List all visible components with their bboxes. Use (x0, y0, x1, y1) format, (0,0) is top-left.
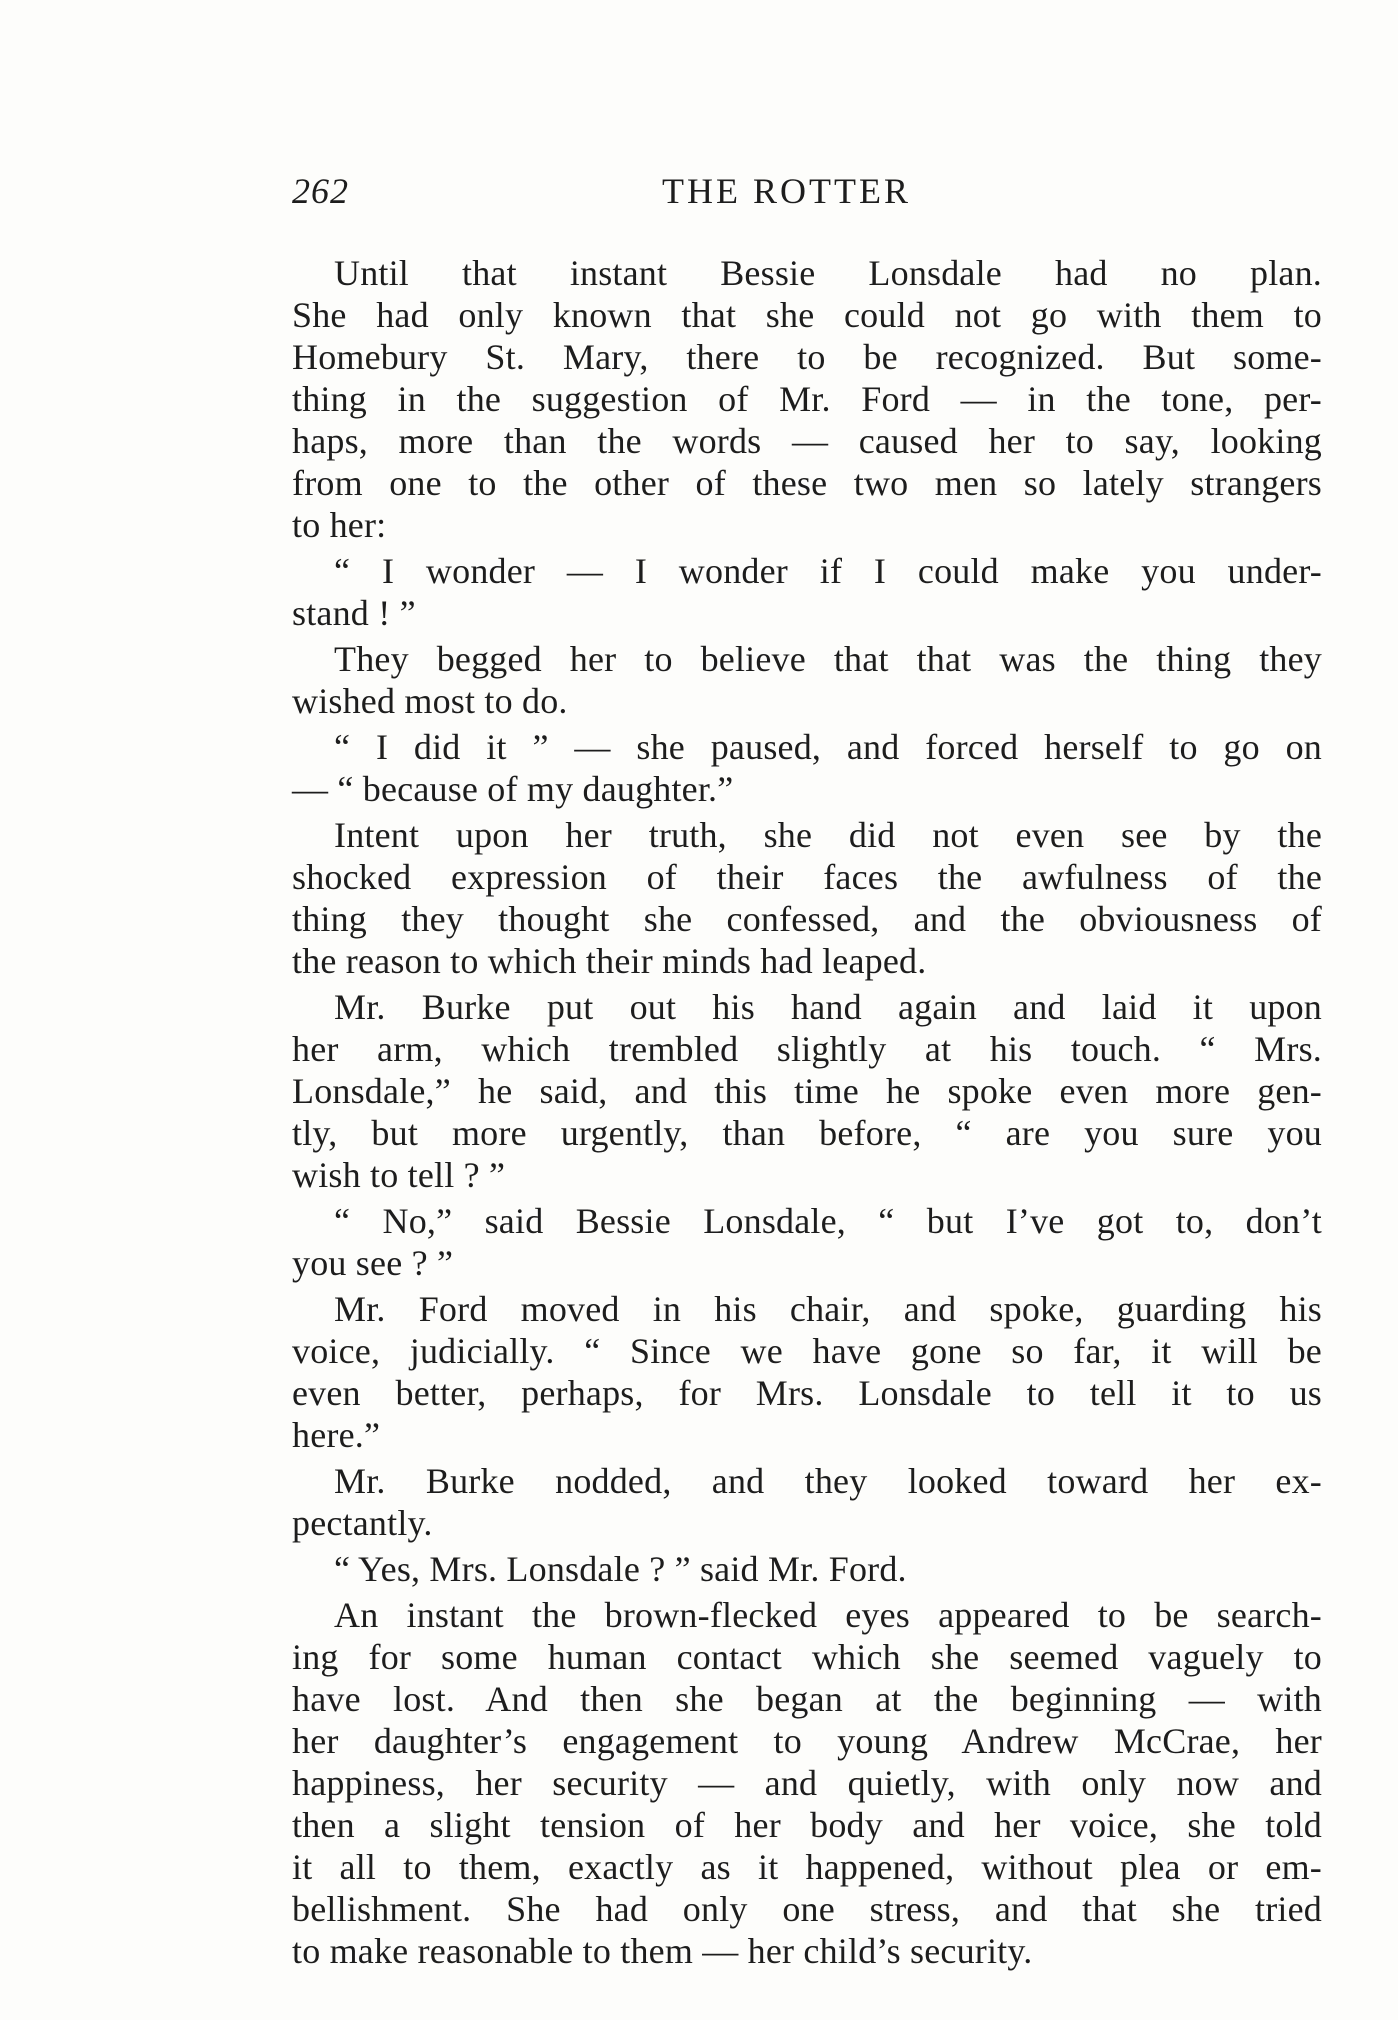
paragraph (292, 986, 1322, 1196)
paragraph (292, 726, 1322, 810)
text-line: wished most to do. (292, 681, 568, 721)
text-line: from one to the other of these two men so lately strangers (292, 463, 1322, 503)
text-line: bellishment. She had only one stress, and that she tried (292, 1889, 1322, 1929)
text-line: shocked expression of their faces the awfulness of the (292, 857, 1322, 897)
text-line: wish to tell ? ” (292, 1155, 506, 1195)
paragraph (292, 1594, 1322, 1972)
paragraph (292, 814, 1322, 982)
text-line: have lost. And then she began at the beginning — with (292, 1679, 1322, 1719)
page-body (292, 252, 1322, 1976)
text-line: to her: (292, 505, 387, 545)
text-line: here.” (292, 1415, 381, 1455)
text-line: She had only known that she could not go with them to (292, 295, 1322, 335)
paragraph (292, 1460, 1322, 1544)
text-line: the reason to which their minds had leaped. (292, 941, 927, 981)
text-line: haps, more than the words — caused her to say, looking (292, 421, 1322, 461)
text-line: stand ! ” (292, 593, 416, 633)
running-head: THE ROTTER (662, 171, 911, 211)
text-line: ing for some human contact which she seemed vaguely to (292, 1637, 1322, 1677)
text-line: pectantly. (292, 1503, 433, 1543)
text-line: her daughter’s engagement to young Andrew McCrae, her (292, 1721, 1322, 1761)
text-line: “ I did it ” — she paused, and forced herself to go on (334, 727, 1322, 767)
text-line: “ No,” said Bessie Lonsdale, “ but I’ve got to, don’t (334, 1201, 1322, 1241)
paragraph (292, 638, 1322, 722)
paragraph (292, 1200, 1322, 1284)
text-line: “ I wonder — I wonder if I could make you under- (334, 551, 1322, 591)
text-line: thing they thought she confessed, and the obviousness of (292, 899, 1322, 939)
text-line: Lonsdale,” he said, and this time he spoke even more gen- (292, 1071, 1322, 1111)
page-number: 262 (292, 171, 349, 211)
text-line: to make reasonable to them — her child’s security. (292, 1931, 1033, 1971)
paragraph (292, 1548, 1322, 1590)
text-line: Mr. Ford moved in his chair, and spoke, guarding his (334, 1289, 1322, 1329)
text-line: Mr. Burke nodded, and they looked toward her ex- (334, 1461, 1322, 1501)
text-line: — “ because of my daughter.” (292, 769, 734, 809)
text-line: Mr. Burke put out his hand again and laid it upon (334, 987, 1322, 1027)
paragraph (292, 1288, 1322, 1456)
text-line: thing in the suggestion of Mr. Ford — in the tone, per- (292, 379, 1322, 419)
text-line: happiness, her security — and quietly, with only now and (292, 1763, 1322, 1803)
text-line: it all to them, exactly as it happened, without plea or em- (292, 1847, 1322, 1887)
text-line: you see ? ” (292, 1243, 454, 1283)
text-line: Until that instant Bessie Lonsdale had no plan. (334, 253, 1322, 293)
text-line: voice, judicially. “ Since we have gone so far, it will be (292, 1331, 1322, 1371)
text-line: tly, but more urgently, than before, “ are you sure you (292, 1113, 1322, 1153)
text-line: An instant the brown-flecked eyes appeared to be search- (334, 1595, 1322, 1635)
paragraph (292, 252, 1322, 546)
text-line: Intent upon her truth, she did not even see by the (334, 815, 1322, 855)
text-line: They begged her to believe that that was the thing they (334, 639, 1322, 679)
text-line: then a slight tension of her body and her voice, she told (292, 1805, 1322, 1845)
text-line: even better, perhaps, for Mrs. Lonsdale to tell it to us (292, 1373, 1322, 1413)
paragraph (292, 550, 1322, 634)
text-line: her arm, which trembled slightly at his touch. “ Mrs. (292, 1029, 1322, 1069)
text-line: “ Yes, Mrs. Lonsdale ? ” said Mr. Ford. (334, 1549, 907, 1589)
text-line: Homebury St. Mary, there to be recognized. But some- (292, 337, 1322, 377)
page-header (292, 170, 1322, 220)
